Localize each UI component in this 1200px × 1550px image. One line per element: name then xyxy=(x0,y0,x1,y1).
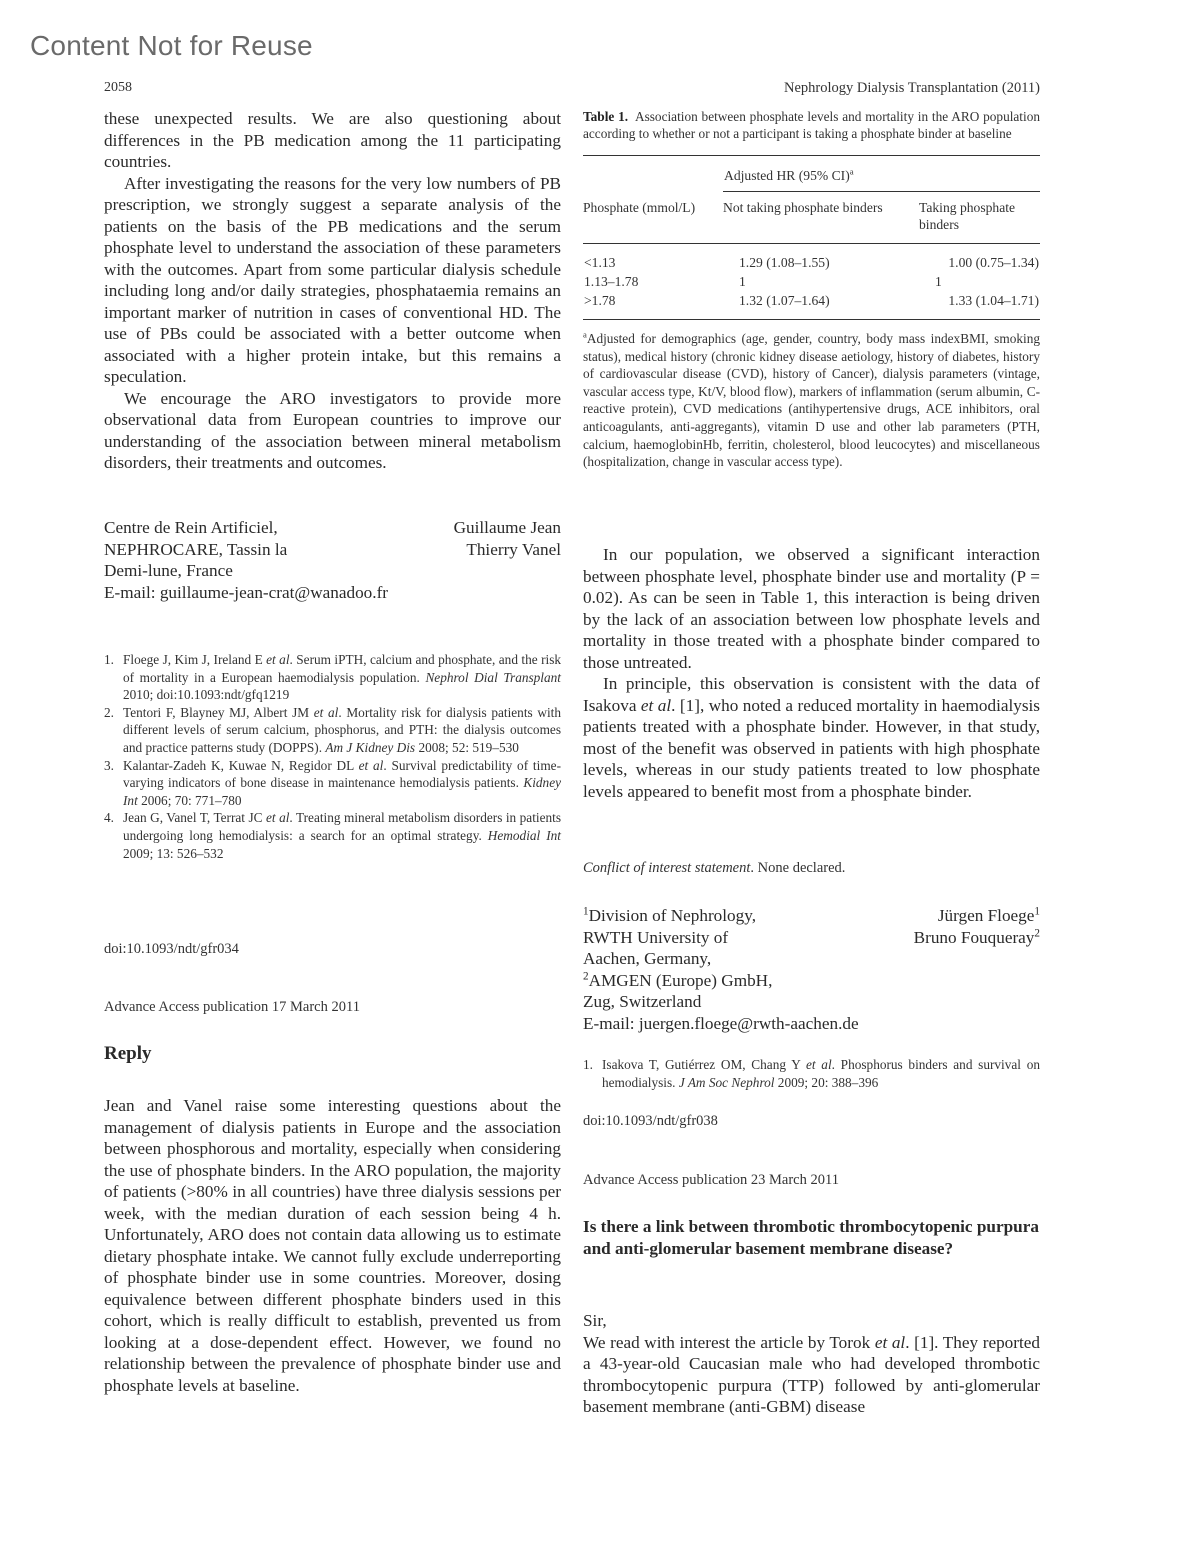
email-line: E-mail: guillaume-jean-crat@wanadoo.fr xyxy=(104,582,389,602)
table-1 xyxy=(583,108,1040,471)
affiliation-line: Centre de Rein Artificiel, xyxy=(104,518,278,537)
ref-text: 2009; 20: 388–396 xyxy=(774,1074,879,1090)
etal: et al xyxy=(874,1332,906,1352)
paragraph: We encourage the ARO investigators to provide more observational data from European countries to improve our understanding of the association between mineral metabolism disorders, their treatments and outcomes. xyxy=(104,388,561,472)
ref-number: 1. xyxy=(104,652,114,667)
reference-list xyxy=(104,651,561,862)
affiliation-line xyxy=(583,970,859,992)
cell-not-taking: 1.29 (1.08–1.55) xyxy=(739,255,830,270)
ref-etal: et al xyxy=(266,810,290,826)
cell-phosphate: <1.13 xyxy=(584,255,616,270)
col-header-not-taking: Not taking phosphate binders xyxy=(723,200,883,215)
affiliation-line: Zug, Switzerland xyxy=(583,992,702,1011)
affiliation-text: Division of Nephrology, xyxy=(588,906,756,925)
ref-text: 2006; 70: 771–780 xyxy=(137,792,242,808)
ref-number: 4. xyxy=(104,810,114,826)
right-column-body xyxy=(583,544,1040,802)
reference-list xyxy=(583,1056,1040,1091)
ref-text: Tentori F, Blayney MJ, Albert JM xyxy=(123,704,314,720)
letter-signature xyxy=(104,517,561,603)
cell-phosphate: >1.78 xyxy=(584,293,616,308)
col-header-taking: Taking phosphate binders xyxy=(919,200,1016,232)
text-span: . [1], who noted a reduced mortality in haemodialysis patients treated with a phosphate binder. However, in that study, most of the benefit was observed in patients with high phosphate levels, whereas in our study patients treated to low phosphate levels appeared to benefit most from a phosphate binder. xyxy=(583,695,1040,801)
author-name: Guillaume Jean xyxy=(453,518,561,537)
ref-text: Kalantar-Zadeh K, Kuwae N, Regidor DL xyxy=(123,757,359,773)
ref-text: Isakova T, Gutiérrez OM, Chang Y xyxy=(602,1057,807,1072)
paragraph xyxy=(583,673,1040,802)
paragraph: these unexpected results. We are also questioning about differences in the PB medication among the 11 participating countries. xyxy=(104,109,561,171)
letter-body xyxy=(583,1310,1040,1418)
affiliation xyxy=(583,905,859,1034)
author-sup: 1 xyxy=(1034,905,1040,918)
reply-body xyxy=(104,1095,561,1396)
etal: et al xyxy=(640,695,672,715)
table-caption xyxy=(583,108,1040,142)
paragraph: In our population, we observed a significant interaction between phosphate level, phosphate binder use and mortality (P = 0.02). As can be seen in Table 1, this interaction is being driven by the lack of an association between low phosphate levels and mortality in those treated with a phosphate binder compared to those untreated. xyxy=(583,545,1040,672)
ref-text: . Serum iPTH, calcium and phosphate, and the risk of mortality in a European haemodialysis population. xyxy=(123,652,562,685)
email-line: E-mail: juergen.floege@rwth-aachen.de xyxy=(583,1013,859,1033)
text-span: In principle, this observation is consistent with the data of Isakova xyxy=(583,674,1040,715)
doi[interactable]: doi:10.1093/ndt/gfr034 xyxy=(104,941,239,957)
conflict-text: . None declared. xyxy=(750,860,846,876)
group-header xyxy=(723,156,1040,192)
footnote-marker: a xyxy=(583,329,587,340)
group-header-text: Adjusted HR (95% CI) xyxy=(724,168,850,183)
ref-journal: Am J Kidney Dis xyxy=(325,739,416,755)
table-row xyxy=(583,291,1040,320)
authors xyxy=(914,905,1040,1034)
hazard-ratio-table xyxy=(583,155,1040,320)
ref-etal: et al xyxy=(313,704,339,720)
paragraph: Jean and Vanel raise some interesting questions about the management of dialysis patients in Europe and the association between phosphorous and mortality, especially when considering the use of phosphate binders. In the ARO population, the majority of patients (>80% in all countries) have three dialysis sessions per week, with the median duration of each session being 4 h. Unfortunately, ARO does not contain data allowing us to estimate dietary phosphate intake. We cannot fully exclude underreporting of phosphate binder use in some countries. Moreover, dosing equivalence between different phosphate binders used in this cohort, which is really difficult to establish, prevented us from looking at a dose-dependent effect. However, we found no relationship between the prevalence of phosphate binder use and phosphate levels at baseline. xyxy=(104,1096,561,1395)
ref-text: 2009; 13: 526–532 xyxy=(123,845,224,861)
ref-journal: Nephrol Dial Transplant xyxy=(425,669,561,685)
conflict-statement xyxy=(583,860,1040,877)
table-footnote xyxy=(583,330,1040,471)
ref-number: 3. xyxy=(104,757,114,773)
ref-etal: et al xyxy=(358,757,384,773)
affiliation-line: Aachen, Germany, xyxy=(583,949,712,968)
author-text: Jürgen Floege xyxy=(937,906,1035,925)
page-number: 2058 xyxy=(104,80,132,95)
author-name xyxy=(914,905,1040,927)
paragraph xyxy=(583,1332,1040,1418)
table-label: Table 1. xyxy=(583,109,629,124)
affiliation-sup: 1 xyxy=(583,905,589,918)
journal-running-head: Nephrology Dialysis Transplantation (2011) xyxy=(783,80,1040,96)
ref-text: Jean G, Vanel T, Terrat JC xyxy=(123,810,266,826)
table-row xyxy=(583,244,1040,273)
text-span: . [1]. They reported a 43-year-old Caucasian male who had developed thrombotic thrombocytopenic purpura (TTP) followed by anti-glomerular basement membrane (anti-GBM) disease xyxy=(583,1332,1040,1416)
author-name xyxy=(914,927,1040,949)
affiliation xyxy=(104,517,388,603)
reference-item xyxy=(104,704,561,757)
text-span: We read with interest the article by Torok xyxy=(583,1332,875,1352)
ref-text: . Phosphorus binders and survival on hemodialysis. xyxy=(602,1057,1040,1090)
authors xyxy=(454,517,561,603)
ref-journal: J Am Soc Nephrol xyxy=(678,1074,775,1090)
cell-phosphate: 1.13–1.78 xyxy=(584,274,639,289)
advance-access-date: Advance Access publication 23 March 2011 xyxy=(583,1172,839,1188)
ref-text: 2008; 52: 519–530 xyxy=(415,739,519,755)
cell-not-taking: 1.32 (1.07–1.64) xyxy=(739,293,830,308)
reply-signature xyxy=(583,905,1040,1034)
affiliation-line xyxy=(583,905,859,927)
author-name: Thierry Vanel xyxy=(466,539,561,559)
salutation: Sir, xyxy=(583,1311,607,1330)
ref-text: . Mortality risk for dialysis patients with different levels of serum calcium, phosphorus, and PTH: the dialysis outcomes and practice patterns study (DOPPS). xyxy=(123,704,561,755)
paragraph: After investigating the reasons for the very low numbers of PB prescription, we strongly suggest a separate analysis of the patients on the basis of the PB medications and the serum phosphate level to understand the association of these parameters with the outcomes. Apart from some particular dialysis schedule including long and/or daily strategies, phosphataemia remains an important marker of nutrition in cases of conventional HD. The use of PBs could be associated with a better outcome when associated with a higher protein intake, but this remains a speculation. xyxy=(104,173,561,386)
ref-etal: et al xyxy=(266,652,290,667)
reply-heading: Reply xyxy=(104,1043,152,1064)
author-text: Bruno Fouqueray xyxy=(913,927,1035,947)
col-header-phosphate: Phosphate (mmol/L) xyxy=(583,199,696,215)
ref-text: Floege J, Kim J, Ireland E xyxy=(123,652,267,667)
conflict-label: Conflict of interest statement xyxy=(583,860,751,876)
ref-etal: et al xyxy=(806,1057,832,1072)
left-column xyxy=(104,108,561,474)
cell-taking: 1.00 (0.75–1.34) xyxy=(948,255,1039,270)
footnote-marker: a xyxy=(849,166,854,177)
reference-item xyxy=(583,1056,1040,1091)
ref-text: . Survival predictability of time-varying indicators of bone disease in maintenance hemodialysis patients. xyxy=(123,757,561,791)
affiliation-line: Demi-lune, France xyxy=(104,561,233,580)
ref-text: 2010; doi:10.1093:ndt/gfq1219 xyxy=(123,687,290,703)
affiliation-text: AMGEN (Europe) GmbH, xyxy=(588,970,773,990)
cell-taking: 1.33 (1.04–1.71) xyxy=(948,293,1039,308)
doi[interactable]: doi:10.1093/ndt/gfr038 xyxy=(583,1113,718,1129)
caption-text: Association between phosphate levels and mortality in the ARO population according to whether or not a participant is taking a phosphate binder at baseline xyxy=(583,109,1040,141)
affiliation-line: RWTH University of xyxy=(583,927,729,947)
reference-item xyxy=(104,651,561,704)
ref-text: . Treating mineral metabolism disorders in patients undergoing long hemodialysis: a search for an optimal strategy. xyxy=(123,810,562,843)
author-sup: 2 xyxy=(1034,926,1040,939)
article-title: Is there a link between thrombotic thrombocytopenic purpura and anti-glomerular basement membrane disease? xyxy=(583,1217,1039,1258)
ref-journal: Kidney Int xyxy=(123,775,561,808)
ref-number: 2. xyxy=(104,704,114,720)
reference-item xyxy=(104,809,561,862)
watermark: Content Not for Reuse xyxy=(30,30,313,61)
affiliation-line: NEPHROCARE, Tassin la xyxy=(104,539,288,559)
reference-item xyxy=(104,757,561,810)
ref-journal: Hemodial Int xyxy=(487,827,561,843)
table-row xyxy=(583,272,1040,291)
footnote-text: Adjusted for demographics (age, gender, country, body mass indexBMI, smoking status), medical history (chronic kidney disease aetiology, history of diabetes, history of cardiovascular disease (CVD), history of Cancer), dialysis parameters (vintage, vascular access type, Kt/V, blood flow), markers of inflammation (serum albumin, C-reactive protein), CVD medications (antihypertensive drugs, ACE inhibitors, oral anticoagulants, anti-aggregants), vitamin D use and other lab parameters (PTH, calcium, haemoglobinHb, ferritin, cholesterol, blood leucocytes) and miscellaneous (hospitalization, change in vascular access type). xyxy=(583,331,1040,470)
affiliation-sup: 2 xyxy=(583,969,589,982)
advance-access-date: Advance Access publication 17 March 2011 xyxy=(104,999,360,1015)
ref-number: 1. xyxy=(583,1057,593,1072)
cell-taking: 1 xyxy=(935,274,942,289)
cell-not-taking: 1 xyxy=(739,274,746,289)
